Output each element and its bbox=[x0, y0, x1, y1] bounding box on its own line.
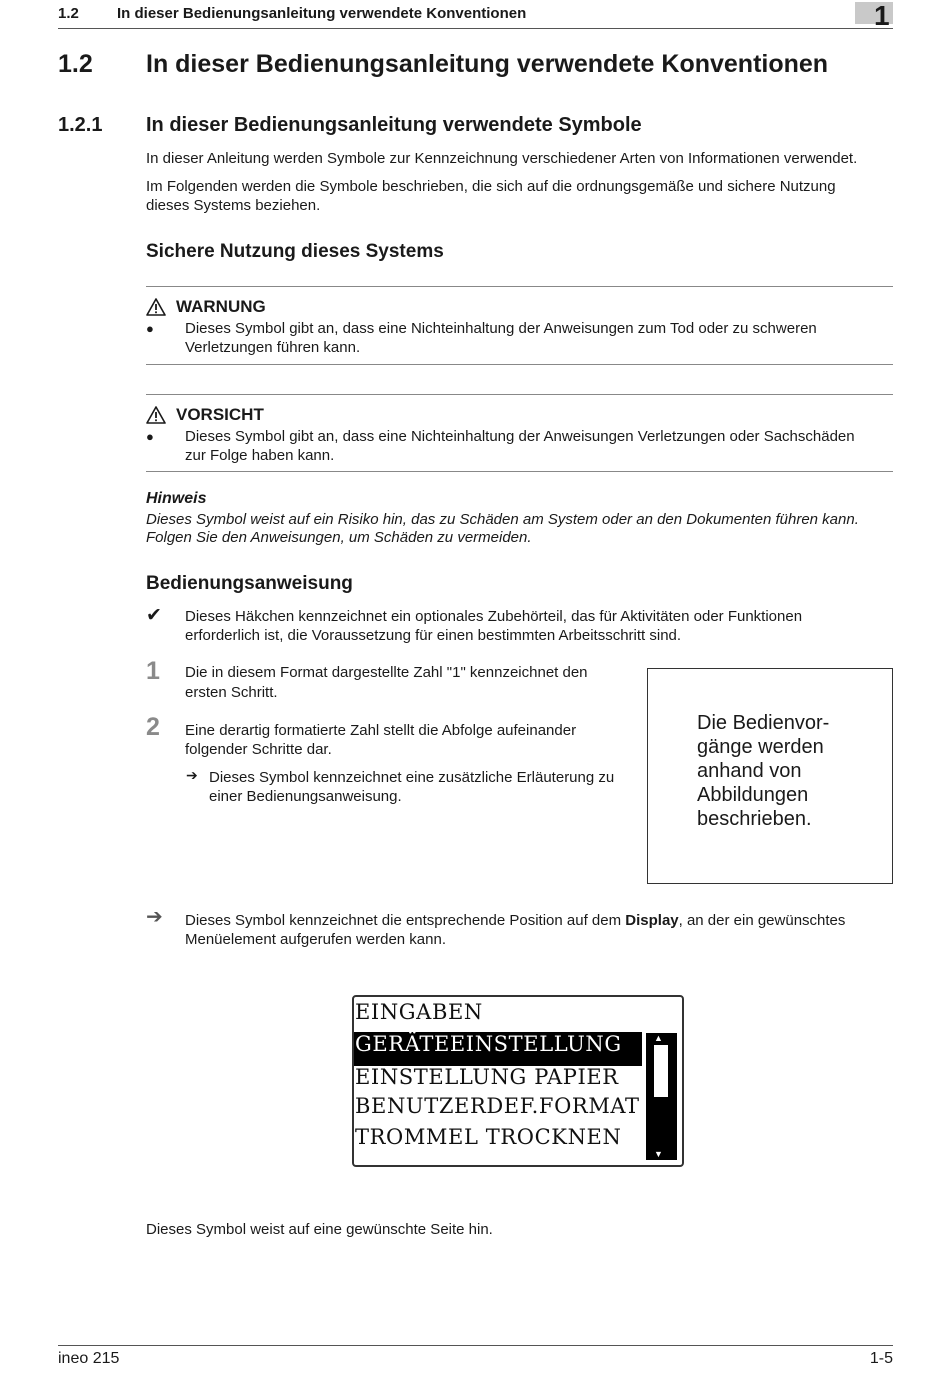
warning-top-rule bbox=[146, 286, 893, 287]
step-1-number: 1 bbox=[146, 657, 160, 685]
step-2-text-line-1: Eine derartig formatierte Zahl stellt die Abfolge aufeinander bbox=[185, 722, 577, 739]
warning-bottom-rule bbox=[146, 364, 893, 365]
lcd-scroll-down-icon: ▼ bbox=[654, 1149, 663, 1159]
heading2-title: In dieser Bedienungsanleitung verwendete Symbole bbox=[146, 114, 642, 136]
display-note-text-post: , an der ein gewünschtes bbox=[678, 912, 846, 929]
heading2-number: 1.2.1 bbox=[58, 114, 103, 136]
caution-text-line-2: zur Folge haben kann. bbox=[185, 447, 335, 464]
caution-bottom-rule bbox=[146, 471, 893, 472]
heading1-number: 1.2 bbox=[58, 50, 93, 78]
display-arrow-icon: ➔ bbox=[146, 906, 163, 928]
step-1-text-line-2: ersten Schritt. bbox=[185, 684, 278, 701]
checkmark-text-line-2: erforderlich ist, die Voraussetzung für einen bestimmten Arbeitsschritt sind. bbox=[185, 627, 682, 644]
header-divider bbox=[58, 28, 893, 29]
lcd-scrollbar-thumb bbox=[654, 1045, 668, 1097]
chapter-number: 1 bbox=[874, 0, 890, 31]
running-header-title: In dieser Bedienungsanleitung verwendete Konventionen bbox=[117, 5, 527, 22]
illustration-text-line-1: Die Bedienvor- bbox=[697, 712, 830, 734]
lcd-menu-item-einstellung-papier: EINSTELLUNG PAPIER bbox=[355, 1065, 619, 1089]
caution-triangle-icon bbox=[146, 406, 166, 424]
hint-text-line-2: Folgen Sie den Anweisungen, um Schäden zu vermeiden. bbox=[146, 529, 532, 546]
step-2-number: 2 bbox=[146, 713, 160, 741]
footer-divider bbox=[58, 1345, 893, 1346]
caution-top-rule bbox=[146, 394, 893, 395]
warning-triangle-icon bbox=[146, 298, 166, 316]
display-note-bold-term: Display bbox=[625, 912, 679, 929]
intro-paragraph-2-line-2: dieses Systems beziehen. bbox=[146, 197, 321, 214]
lcd-scroll-up-icon: ▲ bbox=[654, 1033, 663, 1043]
safe-use-heading: Sichere Nutzung dieses Systems bbox=[146, 241, 444, 262]
lcd-menu-item-geraeteeinstellung: GERÄTEEINSTELLUNG bbox=[355, 1032, 622, 1056]
lcd-menu-item-trommel-trocknen: TROMMEL TROCKNEN bbox=[355, 1125, 622, 1149]
hint-text-line-1: Dieses Symbol weist auf ein Risiko hin, das zu Schäden am System oder an den Dokumenten führen kann. bbox=[146, 511, 859, 528]
lcd-menu-item-eingaben: EINGABEN bbox=[355, 1000, 483, 1024]
page-note: Dieses Symbol weist auf eine gewünschte Seite hin. bbox=[146, 1221, 493, 1238]
caution-text-line-1: Dieses Symbol gibt an, dass eine Nichteinhaltung der Anweisungen Verletzungen oder Sachschäden bbox=[185, 428, 855, 445]
operation-heading: Bedienungsanweisung bbox=[146, 573, 353, 594]
heading1-title: In dieser Bedienungsanleitung verwendete Konventionen bbox=[146, 50, 829, 78]
sub-step-text-line-2: einer Bedienungsanweisung. bbox=[209, 788, 402, 805]
intro-paragraph-2-line-1: Im Folgenden werden die Symbole beschrieben, die sich auf die ordnungsgemäße und sichere Nutzung bbox=[146, 178, 836, 195]
display-note-text-pre: Dieses Symbol kennzeichnet die entsprechende Position auf dem bbox=[185, 912, 626, 929]
warning-title: WARNUNG bbox=[176, 297, 266, 316]
checkmark-icon: ✔ bbox=[146, 605, 162, 626]
illustration-text-line-4: Abbildungen bbox=[697, 784, 809, 806]
illustration-text-line-3: anhand von bbox=[697, 760, 802, 782]
intro-paragraph-1: In dieser Anleitung werden Symbole zur Kennzeichnung verschiedener Arten von Informationen verwendet. bbox=[146, 150, 858, 167]
lcd-menu-item-benutzerdef-format: BENUTZERDEF.FORMAT bbox=[355, 1094, 640, 1118]
illustration-text-line-5: beschrieben. bbox=[697, 808, 812, 830]
display-note-line-1 bbox=[185, 911, 845, 930]
warning-bullet: ● bbox=[146, 321, 154, 336]
display-note-line-2: Menüelement aufgerufen werden kann. bbox=[185, 931, 447, 948]
running-header-section-number: 1.2 bbox=[58, 5, 79, 22]
illustration-placeholder-text bbox=[697, 711, 829, 831]
caution-title: VORSICHT bbox=[176, 405, 264, 424]
sub-step-text-line-1: Dieses Symbol kennzeichnet eine zusätzliche Erläuterung zu bbox=[209, 769, 615, 786]
warning-text-line-2: Verletzungen führen kann. bbox=[185, 339, 361, 356]
hint-title: Hinweis bbox=[146, 490, 207, 507]
footer-product-name: ineo 215 bbox=[58, 1350, 120, 1367]
caution-bullet: ● bbox=[146, 429, 154, 444]
warning-text-line-1: Dieses Symbol gibt an, dass eine Nichteinhaltung der Anweisungen zum Tod oder zu schweren bbox=[185, 320, 817, 337]
footer-page-number: 1-5 bbox=[869, 1350, 893, 1367]
sub-step-arrow-icon: ➔ bbox=[186, 767, 198, 783]
checkmark-text-line-1: Dieses Häkchen kennzeichnet ein optionales Zubehörteil, das für Aktivitäten oder Funktionen bbox=[185, 608, 803, 625]
illustration-text-line-2: gänge werden bbox=[697, 736, 824, 758]
step-2-text-line-2: folgender Schritte dar. bbox=[185, 741, 332, 758]
step-1-text-line-1: Die in diesem Format dargestellte Zahl "1" kennzeichnet den bbox=[185, 664, 588, 681]
